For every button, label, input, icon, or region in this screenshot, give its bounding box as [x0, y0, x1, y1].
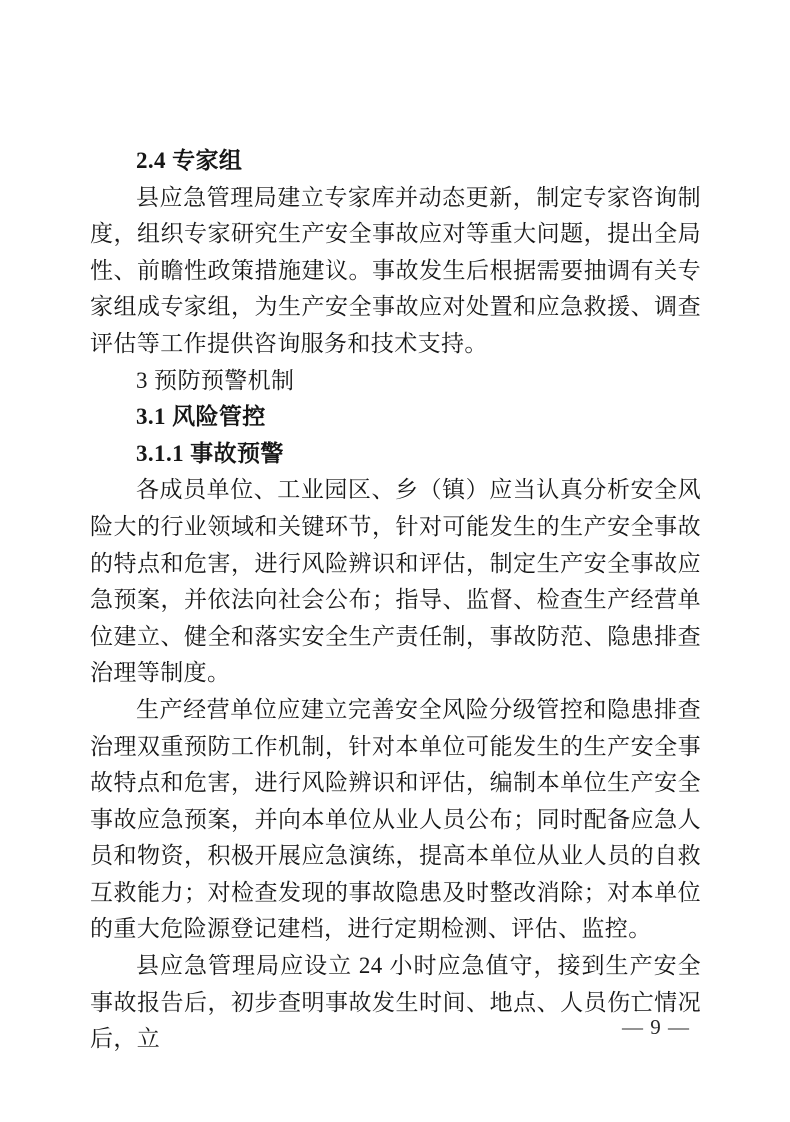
paragraph-expert-group: 县应急管理局建立专家库并动态更新，制定专家咨询制度，组织专家研究生产安全事故应对等重大问题，提出全局性、前瞻性政策措施建议。事故发生后根据需要抽调有关专家组成专家组，为生产安全事故应对处置和应急救援、调查评估等工作提供咨询服务和技术支持。	[90, 184, 701, 356]
section-heading-2-4-expert-group: 2.4 专家组	[136, 148, 243, 173]
section-heading-3-1-1-accident-warning: 3.1.1 事故预警	[136, 440, 284, 466]
paragraph-enterprise-dual-prevention: 生产经营单位应建立完善安全风险分级管控和隐患排查治理双重预防工作机制，针对本单位可能发生的生产安全事故特点和危害，进行风险辨识和评估，编制本单位生产安全事故应急预案，并向本单位从业人员公布；同时配备应急人员和物资，积极开展应急演练，提高本单位从业人员的自救互救能力；对检查发现的事故隐患及时整改消除；对本单位的重大危险源登记建档，进行定期检测、评估、监控。	[90, 696, 701, 942]
paragraph-member-units-risk-analysis: 各成员单位、工业园区、乡（镇）应当认真分析安全风险大的行业领域和关键环节，针对可能发生的生产安全事故的特点和危害，进行风险辨识和评估，制定生产安全事故应急预案，并依法向社会公布；指导、监督、检查生产经营单位建立、健全和落实安全生产责任制，事故防范、隐患排查治理等制度。	[90, 477, 701, 686]
paragraph-24-hour-duty: 县应急管理局应设立 24 小时应急值守，接到生产安全事故报告后，初步查明事故发生时间、地点、人员伤亡情况后，立	[90, 953, 701, 1052]
section-heading-3-1-risk-control: 3.1 风险管控	[136, 404, 266, 430]
section-heading-3-prevention-warning: 3 预防预警机制	[136, 367, 295, 393]
document-body	[90, 143, 701, 1058]
page-number: — 9 —	[622, 1015, 690, 1039]
